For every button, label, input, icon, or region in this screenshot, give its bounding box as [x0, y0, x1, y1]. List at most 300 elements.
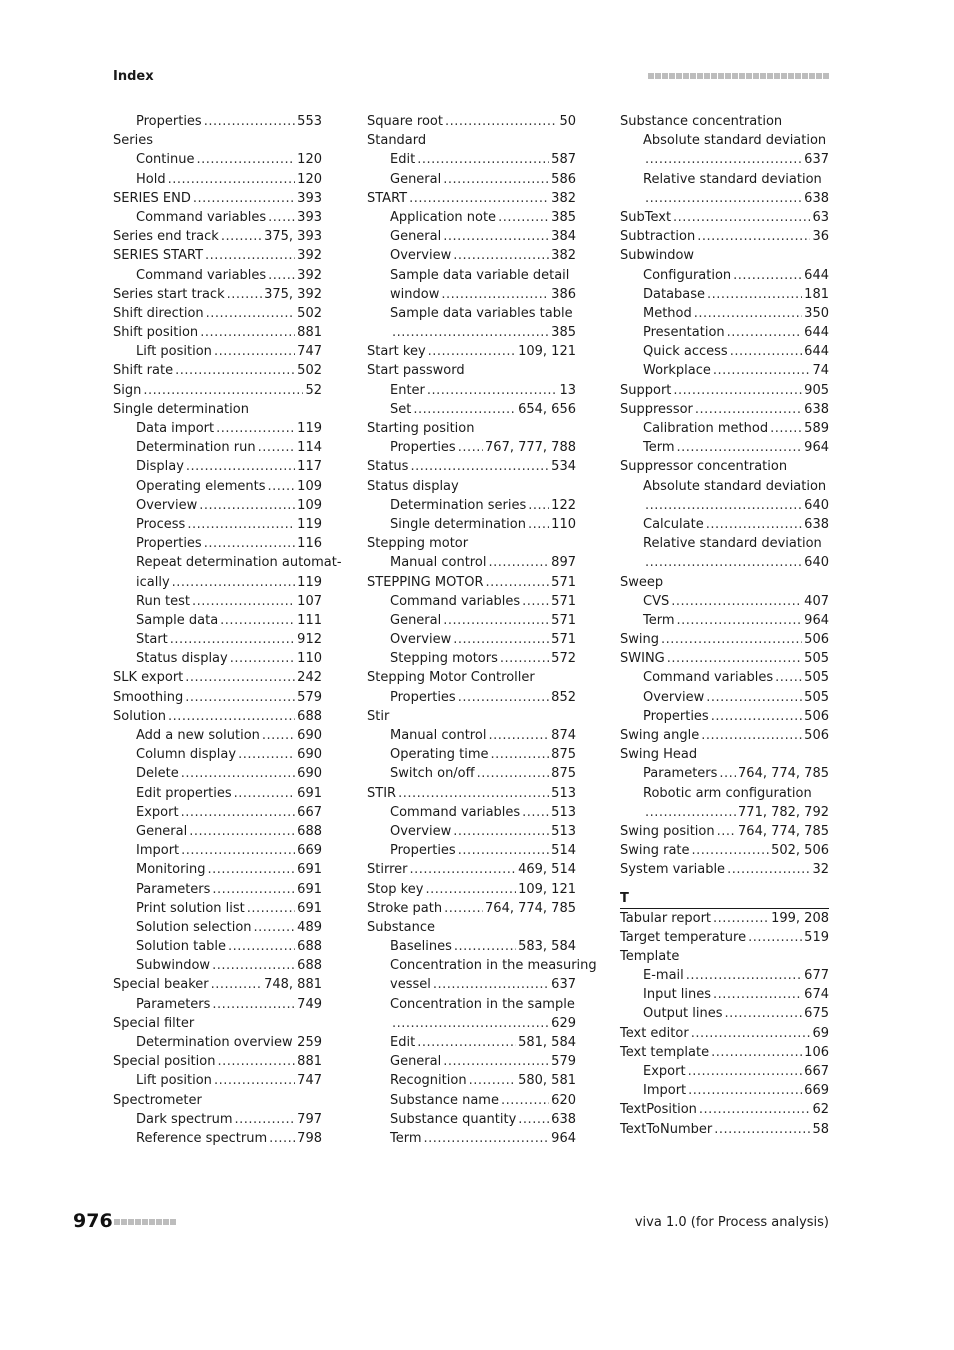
page-reference: 638: [804, 516, 829, 532]
dot-leader: [258, 438, 296, 457]
index-entry: [113, 208, 322, 227]
index-term: Properties: [390, 843, 456, 859]
page-reference: 654, 656: [518, 401, 576, 417]
page-reference: 62: [812, 1102, 829, 1118]
index-term: Baselines: [390, 939, 452, 955]
page-reference: 506: [804, 708, 829, 724]
index-term: Series: [113, 133, 153, 149]
index-term: Command variables: [390, 593, 521, 609]
index-entry: [113, 112, 322, 131]
page-reference: 74: [812, 363, 829, 379]
index-entry: [620, 515, 829, 534]
index-entry: [113, 361, 322, 380]
index-term: Set: [390, 401, 412, 417]
page-reference: 691: [297, 862, 322, 878]
index-term: General: [136, 823, 188, 839]
index-entry: [113, 841, 322, 860]
index-term: Presentation: [643, 325, 725, 341]
index-entry: [367, 419, 576, 438]
page-reference: 691: [297, 785, 322, 801]
index-term: Subwindow: [620, 248, 695, 264]
page-reference: 764, 774, 785: [485, 900, 576, 916]
page-reference: 109: [297, 478, 322, 494]
page-reference: 764, 774, 785: [738, 766, 829, 782]
page-reference: 392: [297, 267, 322, 283]
dot-leader: [645, 189, 802, 208]
index-entry: [367, 995, 576, 1014]
page-reference: 644: [804, 325, 829, 341]
decorative-square: [648, 73, 654, 79]
index-entry: [113, 745, 322, 764]
dot-leader: [673, 208, 810, 227]
index-term: Workplace: [643, 363, 711, 379]
decorative-square: [711, 73, 717, 79]
decorative-square: [809, 73, 815, 79]
dot-leader: [192, 592, 295, 611]
page-reference: 50: [559, 114, 576, 129]
index-entry: [113, 611, 322, 630]
index-term: Sample data: [136, 612, 219, 628]
dot-leader: [230, 649, 295, 668]
page-reference: 385: [551, 209, 576, 225]
decorative-square: [128, 1219, 134, 1225]
page-reference: 688: [297, 939, 322, 955]
index-entry: [367, 860, 576, 879]
index-term: Single determination: [113, 401, 249, 417]
index-entry: [367, 246, 576, 265]
page-reference: 874: [551, 728, 576, 743]
dot-leader: [170, 630, 295, 649]
index-term: Swing Head: [620, 747, 698, 763]
index-entry: [113, 573, 322, 592]
page-reference: 63: [812, 209, 829, 225]
decorative-square: [739, 73, 745, 79]
dot-leader: [427, 381, 558, 400]
dot-leader: [491, 745, 550, 764]
index-entry: [113, 668, 322, 687]
dot-leader: [711, 707, 802, 726]
index-entry: [367, 668, 576, 687]
dot-leader: [445, 112, 557, 131]
index-term: Swing angle: [620, 728, 700, 743]
index-entry: [620, 649, 829, 668]
index-entry: [367, 803, 576, 822]
page-reference: 106: [804, 1044, 829, 1060]
index-entry: [113, 170, 322, 189]
decorative-square: [121, 1219, 127, 1225]
page-reference: 638: [551, 1111, 576, 1127]
index-entry: [367, 400, 576, 419]
page-number: 976: [73, 1210, 113, 1232]
index-term: Application note: [390, 209, 497, 225]
index-term: window: [390, 286, 440, 302]
index-term: Display: [136, 459, 184, 475]
decorative-square: [135, 1219, 141, 1225]
index-term: Lift position: [136, 344, 212, 360]
page-reference: 897: [551, 555, 576, 571]
dot-leader: [522, 592, 549, 611]
index-entry: [367, 1071, 576, 1090]
page-reference: 513: [551, 823, 576, 839]
page-reference: 393: [297, 209, 322, 225]
page-reference: 580, 581: [518, 1073, 576, 1089]
decorative-square: [781, 73, 787, 79]
dot-leader: [686, 966, 802, 985]
dot-leader: [719, 764, 736, 783]
dot-leader: [775, 668, 802, 687]
footer-doc-title: viva 1.0 (for Process analysis): [634, 1215, 829, 1230]
index-entry: [113, 304, 322, 323]
page-reference: 384: [551, 229, 576, 245]
index-term: Properties: [390, 689, 456, 705]
page-reference: 119: [297, 574, 322, 590]
page-reference: 110: [297, 651, 322, 667]
dot-leader: [204, 112, 295, 131]
page-reference: 122: [551, 497, 576, 513]
page-reference: 690: [297, 728, 322, 743]
dot-leader: [214, 342, 295, 361]
page-reference: 747: [297, 1073, 322, 1089]
index-entry: [620, 966, 829, 985]
dot-leader: [714, 1120, 810, 1139]
dot-leader: [185, 688, 295, 707]
index-term: Dark spectrum: [136, 1111, 233, 1127]
page-reference: 629: [551, 1015, 576, 1031]
index-term: Tabular report: [620, 910, 712, 926]
dot-leader: [692, 841, 770, 860]
index-term: Data import: [136, 421, 215, 436]
index-term: TextToNumber: [620, 1121, 713, 1137]
dot-leader: [216, 419, 295, 438]
index-entry: [367, 170, 576, 189]
page-reference: 749: [297, 996, 322, 1012]
page-reference: 688: [297, 708, 322, 724]
index-entry: [620, 381, 829, 400]
dot-leader: [498, 208, 549, 227]
dot-leader: [528, 496, 549, 515]
dot-leader: [196, 150, 295, 169]
decorative-square: [774, 73, 780, 79]
index-entry: [620, 668, 829, 687]
page-reference: 677: [804, 968, 829, 984]
index-term: Term: [643, 612, 675, 628]
dot-leader: [172, 573, 296, 592]
index-entry: [620, 438, 829, 457]
decorative-square: [725, 73, 731, 79]
index-term: Solution selection: [136, 919, 252, 935]
index-entry: [367, 784, 576, 803]
index-term: Spectrometer: [113, 1092, 202, 1108]
index-term: Print solution list: [136, 900, 245, 916]
page-reference: 905: [804, 382, 829, 398]
index-term: Stepping motors: [390, 651, 498, 667]
dot-leader: [713, 985, 802, 1004]
index-term: Single determination: [390, 516, 526, 532]
index-entry: [367, 266, 576, 285]
index-entry: [367, 208, 576, 227]
index-entry: [367, 150, 576, 169]
index-term: Determination series: [390, 497, 527, 513]
page-reference: 581, 584: [518, 1035, 576, 1050]
index-entry: [113, 323, 322, 342]
index-entry: [367, 361, 576, 380]
dot-leader: [727, 860, 810, 879]
index-entry: [367, 1091, 576, 1110]
dot-leader: [221, 227, 262, 246]
index-term: Output lines: [643, 1006, 723, 1022]
dot-leader: [217, 1052, 295, 1071]
index-term: Swing rate: [620, 843, 690, 859]
index-entry: [620, 764, 829, 783]
dot-leader: [228, 937, 295, 956]
index-entry: [620, 208, 829, 227]
index-term: Quick access: [643, 344, 728, 360]
page-reference: 669: [804, 1083, 829, 1099]
index-term: Special beaker: [113, 977, 209, 993]
index-entry: [367, 918, 576, 937]
index-term: Reference spectrum: [136, 1130, 268, 1146]
index-entry: [113, 822, 322, 841]
index-term: Command variables: [136, 267, 267, 283]
dot-leader: [500, 649, 549, 668]
dot-leader: [205, 246, 295, 265]
page-reference: 875: [551, 766, 576, 782]
index-entry: [113, 784, 322, 803]
index-term: Calibration method: [643, 421, 769, 436]
index-entry: [620, 573, 829, 592]
page-reference: 181: [804, 286, 829, 302]
index-term: Edit: [390, 1035, 416, 1050]
page-reference: 382: [551, 190, 576, 206]
index-entry: [367, 342, 576, 361]
index-term: Shift position: [113, 325, 199, 341]
index-entry: [113, 764, 322, 783]
page-reference: 392: [297, 248, 322, 264]
page-reference: 199, 208: [771, 910, 829, 926]
index-term: ically: [136, 574, 170, 590]
index-term: Text template: [620, 1044, 710, 1060]
dot-leader: [254, 918, 296, 937]
index-entry: [367, 630, 576, 649]
footer-decoration: [114, 1219, 176, 1225]
dot-leader: [208, 860, 296, 879]
page-reference: 764, 774, 785: [738, 823, 829, 839]
index-term: Subwindow: [136, 958, 211, 974]
index-entry: [620, 419, 829, 438]
dot-leader: [199, 496, 295, 515]
index-entry: [367, 956, 597, 975]
index-column-2: [367, 112, 597, 1148]
index-entry: [620, 822, 829, 841]
index-term: Sweep: [620, 574, 664, 590]
dot-leader: [413, 400, 516, 419]
page-reference: 375, 393: [264, 229, 322, 245]
page-reference: 502: [297, 363, 322, 379]
dot-leader: [181, 841, 295, 860]
index-term: Operating time: [390, 747, 489, 763]
dot-leader: [175, 361, 295, 380]
dot-leader: [214, 1071, 295, 1090]
index-entry: [113, 899, 322, 918]
dot-leader: [211, 975, 263, 994]
decorative-square: [156, 1219, 162, 1225]
page-reference: 881: [297, 325, 322, 341]
index-entry: [620, 985, 829, 1004]
dot-leader: [717, 822, 736, 841]
dot-leader: [398, 784, 549, 803]
index-term: General: [390, 612, 442, 628]
index-term: Special position: [113, 1054, 216, 1070]
index-term: Edit: [390, 152, 416, 168]
dot-leader: [528, 515, 549, 534]
page-reference: 667: [297, 804, 322, 820]
page-reference: 637: [804, 152, 829, 168]
index-entry: [113, 803, 322, 822]
dot-leader: [235, 1110, 296, 1129]
dot-leader: [443, 170, 549, 189]
page-reference: 583, 584: [518, 939, 576, 955]
index-term: Robotic arm configuration: [643, 785, 812, 801]
page-reference: 36: [812, 229, 829, 245]
page-reference: 502: [297, 305, 322, 321]
decorative-square: [732, 73, 738, 79]
index-entry: [367, 1052, 576, 1071]
index-term: Overview: [136, 497, 198, 513]
index-term: Target temperature: [620, 929, 747, 945]
page-reference: 13: [559, 382, 576, 398]
index-term: Suppressor: [620, 401, 693, 417]
page-reference: 572: [551, 651, 576, 667]
dot-leader: [181, 803, 296, 822]
dot-leader: [185, 668, 295, 687]
page-reference: 589: [804, 421, 829, 436]
index-entry: [113, 1071, 322, 1090]
index-entry: [620, 266, 829, 285]
page-reference: 519: [804, 929, 829, 945]
index-term: Substance quantity: [390, 1111, 517, 1127]
index-entry: [367, 841, 576, 860]
index-entry: [620, 745, 829, 764]
dot-leader: [247, 899, 295, 918]
page-reference: 69: [812, 1025, 829, 1041]
page-reference: 107: [297, 593, 322, 609]
index-entry: [367, 899, 576, 918]
index-entry: [620, 150, 829, 169]
page-reference: 771, 782, 792: [738, 804, 829, 820]
page-reference: 109: [297, 497, 322, 513]
index-term: Command variables: [643, 670, 774, 686]
index-term: Import: [643, 1083, 687, 1099]
index-entry: [620, 170, 829, 189]
index-term: Swing: [620, 632, 659, 648]
index-entry: [620, 189, 829, 208]
index-entry: [113, 649, 322, 668]
dot-leader: [694, 304, 802, 323]
index-entry: [367, 707, 576, 726]
dot-leader: [706, 688, 802, 707]
index-term: Relative standard deviation: [643, 536, 822, 552]
index-term: Sample data variable detail: [390, 267, 570, 283]
index-term: Absolute standard deviation: [643, 133, 827, 149]
dot-leader: [695, 400, 802, 419]
decorative-square: [718, 73, 724, 79]
index-term: Run test: [136, 593, 191, 609]
page-reference: 644: [804, 344, 829, 360]
index-entry: [113, 975, 322, 994]
index-entry: [367, 764, 576, 783]
dot-leader: [701, 726, 802, 745]
index-entry: [367, 381, 576, 400]
index-entry: [367, 611, 576, 630]
index-term: Properties: [136, 536, 202, 552]
index-entry: [367, 496, 576, 515]
index-entry: [113, 1110, 322, 1129]
dot-leader: [733, 266, 802, 285]
index-term: vessel: [390, 977, 431, 993]
index-term: Absolute standard deviation: [643, 478, 827, 494]
page-reference: 382: [551, 248, 576, 264]
page-reference: 259: [297, 1035, 322, 1050]
page-reference: 514: [551, 843, 576, 859]
index-entry: [367, 592, 576, 611]
index-entry: [620, 285, 829, 304]
index-entry: [620, 707, 829, 726]
page-reference: 553: [297, 114, 322, 129]
index-entry: [620, 928, 829, 947]
index-term: Stir: [367, 708, 390, 724]
index-term: Substance name: [390, 1092, 499, 1108]
index-entry: [620, 112, 829, 131]
index-entry: [620, 592, 829, 611]
index-entry: [113, 285, 322, 304]
index-entry: [113, 1033, 322, 1052]
dot-leader: [706, 515, 802, 534]
index-term: Template: [620, 948, 680, 964]
index-entry: [620, 1004, 829, 1023]
index-entry: [113, 688, 322, 707]
index-entry: [620, 784, 829, 803]
index-entry: [620, 947, 829, 966]
index-term: STEPPING MOTOR: [367, 574, 484, 590]
page-reference: 690: [297, 747, 322, 763]
decorative-square: [704, 73, 710, 79]
index-term: Stirrer: [367, 862, 408, 878]
index-entry: [113, 956, 322, 975]
index-entry: [367, 477, 576, 496]
index-entry: [113, 726, 322, 745]
index-entry: [113, 342, 322, 361]
index-entry: [620, 611, 829, 630]
dot-leader: [238, 745, 295, 764]
index-term: Command variables: [390, 804, 521, 820]
index-entry: [620, 553, 829, 572]
index-entry: [113, 630, 322, 649]
index-term: Stroke path: [367, 900, 443, 916]
index-term: Overview: [390, 823, 452, 839]
dot-leader: [168, 170, 296, 189]
index-entry: [113, 515, 322, 534]
index-entry: [620, 342, 829, 361]
page-reference: 110: [551, 516, 576, 532]
dot-leader: [707, 285, 802, 304]
index-term: Start password: [367, 363, 465, 379]
decorative-square: [823, 73, 829, 79]
index-entry: [620, 1024, 829, 1043]
index-term: General: [390, 1054, 442, 1070]
index-entry: [113, 266, 322, 285]
index-term: SWING: [620, 651, 665, 667]
index-entry: [113, 918, 322, 937]
